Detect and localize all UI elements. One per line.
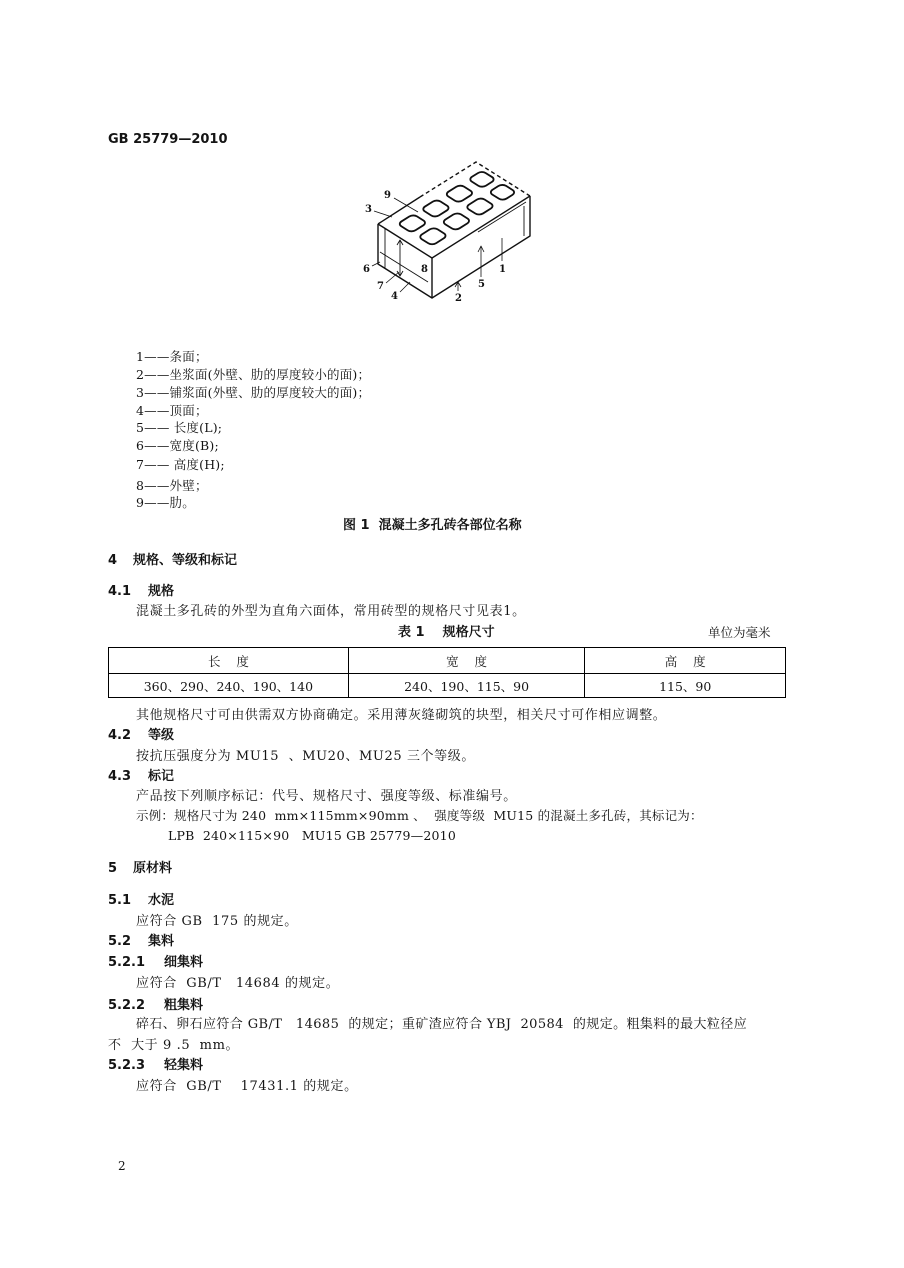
legend-item: 6——宽度(B);: [136, 438, 219, 453]
legend-item: 3——铺浆面(外壁、肋的厚度较大的面)；: [136, 385, 371, 400]
section-title: 细集料: [164, 955, 204, 970]
figure-caption: 图 1 混凝土多孔砖各部位名称: [343, 518, 522, 533]
legend-item: 7—— 高度(H);: [136, 457, 225, 472]
figure-label-4: 4: [391, 291, 398, 302]
example-text: 示例：规格尺寸为 240 mm×115mm×90mm 、 强度等级 MU15 的混凝土多孔砖，其标记为：: [136, 808, 703, 823]
spec-table: [108, 647, 786, 698]
figure-label-8: 8: [421, 264, 428, 275]
paragraph: 应符合 GB/T 17431.1 的规定。: [136, 1079, 358, 1094]
leader-4: [400, 282, 410, 292]
section-title: 水泥: [148, 893, 175, 908]
figure-label-1: 1: [499, 264, 506, 275]
paragraph: 其他规格尺寸可由供需双方协商确定。采用薄灰缝砌筑的块型，相关尺寸可作相应调整。: [136, 708, 667, 723]
section-5-2-heading: [108, 933, 174, 951]
paragraph: 产品按下列顺序标记：代号、规格尺寸、强度等级、标准编号。: [136, 789, 517, 804]
page-number: 2: [118, 1159, 127, 1173]
section-4-heading: [108, 552, 237, 570]
section-5-2-1-heading: [108, 954, 203, 972]
section-number: 5.2: [108, 934, 132, 949]
section-title: 集料: [148, 934, 175, 949]
figure-label-9: 9: [384, 190, 391, 201]
standard-number: GB 25779—2010: [108, 132, 228, 147]
example-marking: LPB 240×115×90 MU15 GB 25779—2010: [168, 828, 456, 843]
hole: [418, 227, 448, 246]
section-number: 4: [108, 553, 118, 568]
table-header-row: [109, 648, 786, 674]
hole: [442, 212, 472, 231]
section-title: 规格: [148, 584, 175, 599]
figure-label-3: 3: [365, 204, 372, 215]
table-header-cell: 高 度: [585, 648, 786, 674]
section-5-2-2-heading: [108, 997, 203, 1015]
section-title: 轻集料: [164, 1058, 204, 1073]
paragraph: 不 大于 9 .5 mm。: [108, 1038, 240, 1053]
section-number: 4.3: [108, 769, 132, 784]
section-5-1-heading: [108, 892, 174, 910]
section-title: 规格、等级和标记: [133, 553, 238, 568]
hole: [421, 199, 451, 218]
table-cell: 360、290、240、190、140: [109, 674, 349, 698]
hole: [489, 184, 517, 202]
section-5-heading: [108, 860, 172, 878]
section-4-2-heading: [108, 727, 174, 745]
figure-label-2: 2: [455, 293, 462, 304]
section-title: 原材料: [133, 861, 173, 876]
paragraph: 混凝土多孔砖的外型为直角六面体，常用砖型的规格尺寸见表1。: [136, 604, 526, 619]
brick-diagram: [340, 155, 560, 315]
section-number: 5.2.2: [108, 998, 146, 1013]
section-title: 标记: [148, 769, 175, 784]
section-5-2-3-heading: [108, 1057, 203, 1075]
legend-item: 1——条面；: [136, 349, 208, 364]
section-number: 5.1: [108, 893, 132, 908]
paragraph: 应符合 GB/T 14684 的规定。: [136, 976, 340, 991]
length-dimension: [478, 202, 526, 232]
hole: [468, 171, 496, 189]
table-caption: 表 1 规格尺寸: [398, 625, 495, 640]
table-cell: 240、190、115、90: [348, 674, 585, 698]
table-row: [109, 674, 786, 698]
legend-item: 2——坐浆面(外壁、肋的厚度较小的面)；: [136, 367, 371, 382]
legend-item: 9——肋。: [136, 495, 195, 510]
legend-item: 8——外壁；: [136, 478, 208, 493]
hole: [465, 197, 495, 216]
paragraph: 碎石、卵石应符合 GB/T 14685 的规定；重矿渣应符合 YBJ 20584 的规定。粗集料的最大粒径应: [136, 1017, 748, 1032]
section-number: 5.2.1: [108, 955, 146, 970]
paragraph: 按抗压强度分为 MU15 、MU20、MU25 三个等级。: [136, 749, 475, 764]
section-title: 粗集料: [164, 998, 204, 1013]
section-4-3-heading: [108, 768, 174, 786]
section-number: 4.1: [108, 584, 132, 599]
section-number: 4.2: [108, 728, 132, 743]
paragraph: 应符合 GB 175 的规定。: [136, 914, 298, 929]
legend-item: 4——顶面；: [136, 403, 208, 418]
figure-label-5: 5: [478, 279, 485, 290]
figure-label-7: 7: [377, 281, 384, 292]
leader-3: [374, 211, 392, 217]
table-header-cell: 宽 度: [348, 648, 585, 674]
hole: [445, 184, 475, 203]
section-number: 5.2.3: [108, 1058, 146, 1073]
table-unit: 单位为毫米: [708, 625, 771, 640]
figure-label-6: 6: [363, 264, 370, 275]
table-header-cell: 长 度: [109, 648, 349, 674]
section-title: 等级: [148, 728, 175, 743]
hole: [398, 214, 428, 233]
table-cell: 115、90: [585, 674, 786, 698]
section-number: 5: [108, 861, 118, 876]
section-4-1-heading: [108, 583, 174, 601]
legend-item: 5—— 长度(L);: [136, 420, 223, 435]
